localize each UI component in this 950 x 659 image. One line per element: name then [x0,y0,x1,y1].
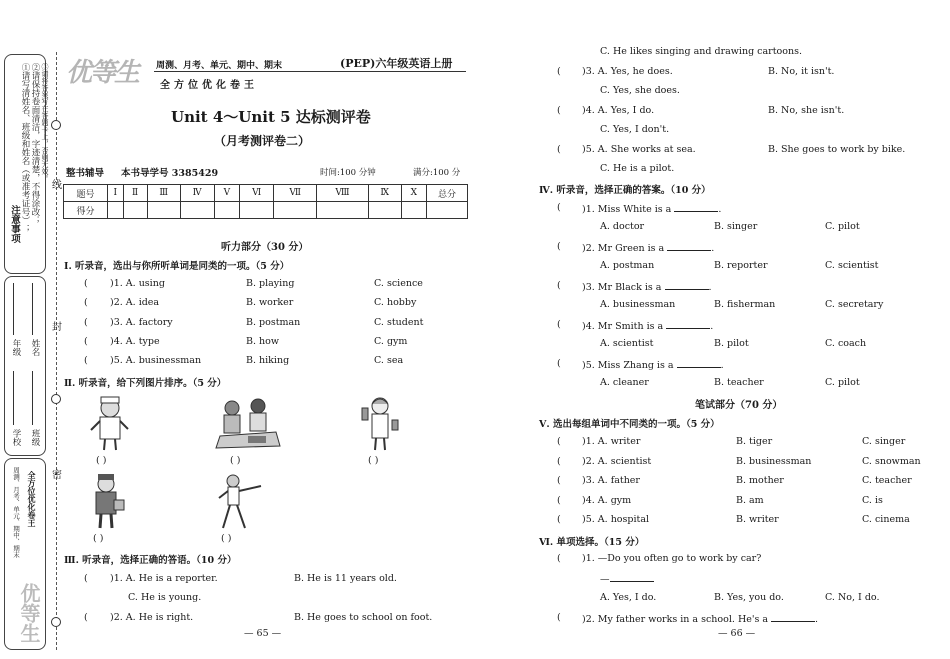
picture-4-answer[interactable]: ( ) [93,533,104,544]
binding-hole-3 [51,617,61,627]
s3-paren[interactable]: ( [557,105,561,116]
guide-label: 整书辅导 [66,168,105,179]
cut-line [56,52,57,650]
s6-paren[interactable]: ( [557,553,561,564]
exam-full-score: 满分:100 分 [413,168,461,178]
s4-q4-b: B. pilot [714,338,749,349]
s4-paren[interactable]: ( [557,280,561,291]
s4-q4-text: )4. Mr Smith is a [582,321,664,332]
s3-paren[interactable]: ( [557,66,561,77]
s1-q2-b: B. worker [246,297,294,308]
s5-paren[interactable]: ( [557,436,561,447]
s5-q1-a: )1. A. writer [582,436,641,447]
s1-q4-a: )4. A. type [110,336,160,347]
s5-q4-c: C. is [862,495,883,506]
exam-title: Unit 4～Unit 5 达标测评卷 [171,108,371,126]
s1-q5-a: )5. A. businessman [110,355,202,366]
postman-picture [84,472,128,530]
score-cell[interactable] [147,202,180,219]
s4-q4-a: A. scientist [600,338,654,349]
binding-hole-1 [51,120,61,130]
s4-paren[interactable]: ( [557,358,561,369]
section-5-title: Ⅴ. 选出每组单词中不同类的一项。（5 分） [539,419,720,430]
exam-subtitle: （月考测评卷二） [214,134,311,148]
cut-mark-line: 线 [52,180,62,191]
score-cell-head: Ⅳ [180,185,214,202]
s1-paren[interactable]: ( [84,355,88,366]
s4-q5-a: A. cleaner [600,377,649,388]
s4-q3-b: B. fisherman [714,299,776,310]
s4-q3-a: A. businessman [600,299,676,310]
notice-line-3: ③请将答案写在答题卡上，否则无效。 [41,63,49,182]
coach-picture [215,472,265,530]
s5-q2-a: )2. A. scientist [582,456,652,467]
s1-paren[interactable]: ( [84,297,88,308]
s4-q5-dot: . [720,360,724,371]
s4-q5-c: C. pilot [825,377,860,388]
score-row-label: 得分 [64,202,108,219]
s3-paren[interactable]: ( [557,144,561,155]
s5-paren[interactable]: ( [557,514,561,525]
picture-2-answer[interactable]: ( ) [230,455,241,466]
field-school-line[interactable] [13,371,14,425]
score-cell-head: Ⅵ [240,185,274,202]
notice-title: 注意事项 [9,205,20,243]
scientist-picture [360,394,400,452]
cut-mark-secret: 密 [52,470,62,481]
s5-q4-a: )4. A. gym [582,495,632,506]
score-cell[interactable] [401,202,426,219]
s6-q2-blank[interactable] [771,612,815,622]
score-table [63,184,468,219]
s6-q1-b: B. Yes, you do. [714,592,784,603]
score-cell-head: Ⅲ [147,185,180,202]
header-subtitle: 周测、月考、单元、期中、期末 [156,61,283,71]
s3-q4-b: B. No, she isn't. [768,105,845,116]
s1-q3-a: )3. A. factory [110,317,173,328]
score-cell[interactable] [123,202,147,219]
score-table-score-row [64,202,468,219]
field-class-label: 班级 [30,429,40,446]
s4-q3-blank[interactable] [665,280,709,290]
field-school-label: 学校 [11,429,21,446]
s4-q4-dot: . [710,321,714,332]
margin-logo-subtitle: 周测、月考、单元、期中、期末 [12,467,20,558]
score-cell-head: 题号 [64,185,108,202]
s1-q4-c: C. gym [374,336,408,347]
s6-q1-blank[interactable] [610,572,654,582]
score-cell[interactable] [214,202,239,219]
section-3-title: Ⅲ. 听录音，选择正确的答语。（10 分） [64,555,237,566]
s4-q2 [582,241,714,254]
s4-q4 [582,319,713,332]
binding-hole-2 [51,394,61,404]
field-grade-line[interactable] [13,283,14,335]
page-number-left: — 65 — [244,628,282,639]
s1-q4-b: B. how [246,336,279,347]
s3-q3-b: B. No, it isn't. [768,66,835,77]
s1-q5-c: C. sea [374,355,404,366]
score-cell-head: Ⅰ [108,185,124,202]
s4-q5-text: )5. Miss Zhang is a [582,360,674,371]
s6-q2-dot: . [815,614,819,625]
score-cell[interactable] [108,202,124,219]
s6-q1-a: A. Yes, I do. [600,592,657,603]
score-cell-head: Ⅴ [214,185,239,202]
s3-q3-c: C. Yes, she does. [600,85,680,96]
score-cell-head: Ⅶ [274,185,317,202]
s5-q3-c: C. teacher [862,475,912,486]
s4-q3-text: )3. Mr Black is a [582,282,662,293]
margin-logo-mark: 优等生 [17,583,41,643]
score-cell-head: Ⅱ [123,185,147,202]
score-cell-head: 总分 [427,185,468,202]
score-cell[interactable] [274,202,317,219]
field-name-label: 姓名 [30,339,40,356]
s3-q5-a: )5. A. She works at sea. [582,144,696,155]
s6-q2 [582,612,818,625]
s4-q1-dot: . [718,204,722,215]
s5-q5-c: C. cinema [862,514,910,525]
s4-q3-c: C. secretary [825,299,884,310]
students-picture [214,396,282,450]
s1-q1-c: C. science [374,278,423,289]
s5-q3-a: )3. A. father [582,475,640,486]
s4-q1-blank[interactable] [674,202,718,212]
guide-code: 本书导学号 3385429 [121,168,219,179]
listening-title: 听力部分（30 分） [221,242,309,253]
s4-q3-dot: . [708,282,712,293]
s4-paren[interactable]: ( [557,319,561,330]
s4-q1-a: A. doctor [600,221,645,232]
score-cell[interactable] [240,202,274,219]
s4-q4-blank[interactable] [666,319,710,329]
section-2-title: Ⅱ. 听录音，给下列图片排序。（5 分） [64,378,227,389]
s4-q5-b: B. teacher [714,377,764,388]
s5-q3-b: B. mother [736,475,784,486]
s3-q1-a: )1. A. He is a reporter. [110,573,218,584]
score-cell-head: Ⅹ [401,185,426,202]
header-rule [154,71,466,72]
s5-paren[interactable]: ( [557,456,561,467]
s6-q1: )1. —Do you often go to work by car? [582,553,762,564]
s5-q2-b: B. businessman [736,456,812,467]
field-class-line[interactable] [32,371,33,425]
notice-line-2: ②请保持卷面清洁，字迹清楚，不得涂改； [30,63,40,225]
writing-title: 笔试部分（70 分） [695,400,783,411]
s5-q4-b: B. am [736,495,764,506]
s4-q1-c: C. pilot [825,221,860,232]
s4-q2-text: )2. Mr Green is a [582,243,665,254]
s1-q1-b: B. playing [246,278,295,289]
s3-q2-b: B. He goes to school on foot. [294,612,433,623]
s4-q5-blank[interactable] [677,358,721,368]
s3-q2-c: C. He likes singing and drawing cartoons. [600,46,802,57]
logo-box-margin [4,458,46,650]
s5-q5-a: )5. A. hospital [582,514,650,525]
s5-q2-c: C. snowman [862,456,921,467]
s4-q2-blank[interactable] [667,241,711,251]
s4-q2-a: A. postman [600,260,655,271]
s3-q1-c: C. He is young. [128,592,202,603]
section-1-title: Ⅰ. 听录音，选出与你所听单词是同类的一项。（5 分） [64,261,290,272]
s4-paren[interactable]: ( [557,241,561,252]
s1-q3-b: B. postman [246,317,301,328]
notice-line-1: ①请写清姓名、班级和姓名（或准考证号）； [20,63,30,233]
field-grade-label: 年级 [11,339,21,356]
score-table-header-row [64,185,468,202]
student-info-box [4,276,46,456]
s1-q1-a: )1. A. using [110,278,165,289]
section-6-title: Ⅵ. 单项选择。（15 分） [539,537,645,548]
score-cell[interactable] [180,202,214,219]
s3-q4-a: )4. A. Yes, I do. [582,105,655,116]
score-cell[interactable] [427,202,468,219]
s4-q2-b: B. reporter [714,260,768,271]
score-cell-head: Ⅷ [317,185,369,202]
s3-paren[interactable]: ( [84,573,88,584]
score-cell[interactable] [368,202,401,219]
score-cell-head: Ⅸ [368,185,401,202]
margin-logo-caption: 全方位优化卷王 [27,471,37,527]
s1-q2-c: C. hobby [374,297,417,308]
s4-q3 [582,280,712,293]
s3-q4-c: C. Yes, I don't. [600,124,670,135]
s5-q5-b: B. writer [736,514,779,525]
s3-q1-b: B. He is 11 years old. [294,573,397,584]
s5-paren[interactable]: ( [557,495,561,506]
field-name-line[interactable] [32,283,33,335]
s6-q2-text: )2. My father works in a school. He's a [582,614,769,625]
picture-5-answer[interactable]: ( ) [221,533,232,544]
s1-q5-b: B. hiking [246,355,290,366]
score-cell[interactable] [317,202,369,219]
s3-q3-a: )3. A. Yes, he does. [582,66,673,77]
header-slogan: 全方位优化卷王 [160,80,258,91]
s3-q5-c: C. He is a pilot. [600,163,675,174]
s1-q2-a: )2. A. idea [110,297,160,308]
s6-q1-reply [600,572,654,585]
book-title: (PEP)六年级英语上册 [340,57,453,70]
section-4-title: Ⅳ. 听录音，选择正确的答案。（10 分） [539,185,711,196]
logo: 优等生 [66,58,139,88]
s5-paren[interactable]: ( [557,475,561,486]
s1-paren[interactable]: ( [84,336,88,347]
exam-time: 时间:100 分钟 [320,168,376,178]
s6-q1-dash: — [600,574,610,585]
s4-q2-dot: . [711,243,715,254]
s3-q2-a: )2. A. He is right. [110,612,194,623]
s3-q5-b: B. She goes to work by bike. [768,144,906,155]
notice-box [4,54,49,274]
cut-mark-seal: 封 [52,322,62,333]
picture-3-answer[interactable]: ( ) [368,455,379,466]
s1-paren[interactable]: ( [84,317,88,328]
s4-q5 [582,358,724,371]
s3-paren[interactable]: ( [84,612,88,623]
s4-q1-text: )1. Miss White is a [582,204,672,215]
s4-q2-c: C. scientist [825,260,879,271]
s6-q1-c: C. No, I do. [825,592,880,603]
doctor-picture [88,394,132,452]
s4-q1 [582,202,721,215]
s6-paren[interactable]: ( [557,612,561,623]
s5-q1-b: B. tiger [736,436,773,447]
s4-q4-c: C. coach [825,338,867,349]
s4-q1-b: B. singer [714,221,758,232]
s5-q1-c: C. singer [862,436,906,447]
s4-paren[interactable]: ( [557,202,561,213]
picture-1-answer[interactable]: ( ) [96,455,107,466]
page-number-right: — 66 — [718,628,756,639]
s1-paren[interactable]: ( [84,278,88,289]
s1-q3-c: C. student [374,317,424,328]
